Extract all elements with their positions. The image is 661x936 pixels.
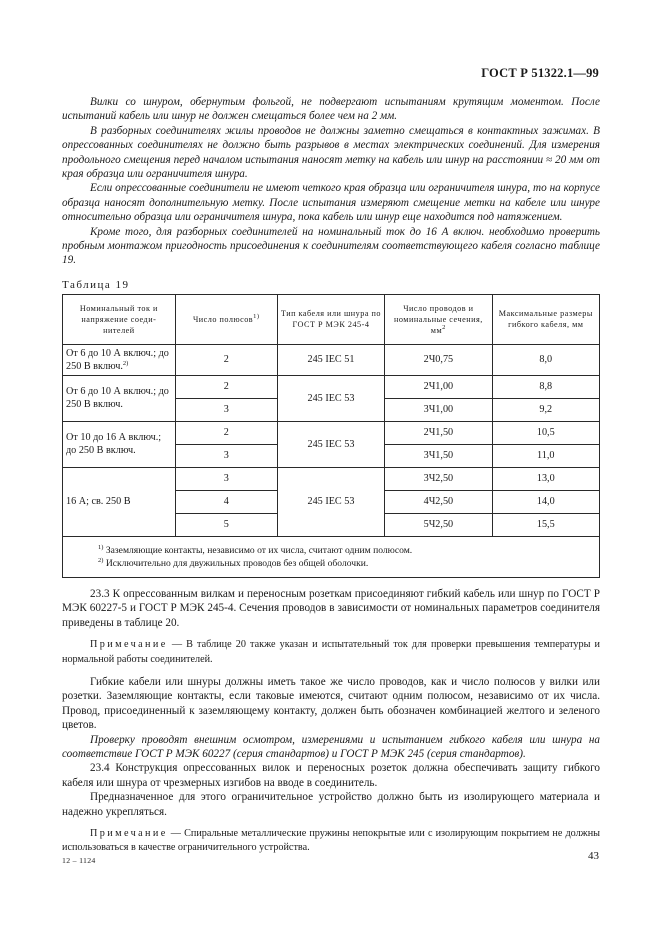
- page-number: 43: [588, 850, 599, 862]
- table-row: [63, 375, 600, 398]
- standard-header: ГОСТ Р 51322.1—99: [481, 66, 599, 80]
- note-spiral-springs: Примечание — Спиральные металлические пружины непокрытые или с изолирующим покрытием не должны использоваться в качестве ограничительного устройства.: [62, 827, 600, 854]
- table-footnote-1: $^{1)}$ Заземляющие контакты, независимо от их числа, считают одним полюсом.: [98, 543, 413, 556]
- max-size-cell: 13,0: [492, 467, 599, 490]
- paragraph-limiting-device: Предназначенное для этого ограничительное устройство должно быть из изолирующего материала и надежно укрепляться.: [62, 791, 600, 818]
- cable-cell: 245 IEC 53: [277, 467, 384, 536]
- poles-cell: 3: [175, 467, 277, 490]
- paragraph-verification: Проверку проводят внешним осмотром, измерениями и испытанием гибкого кабеля или шнура на соответствие ГОСТ Р МЭК 60227 (серия стандартов) и ГОСТ Р МЭК 245 (серия стандартов).: [62, 733, 600, 760]
- table-row: [63, 467, 600, 490]
- paragraph-flexible-cables: Гибкие кабели или шнуры должны иметь такое же число проводов, как и число полюсов у вилки или розетки. Заземляющие контакты, если таковые имеются, считают одним полюсом, независимо от их числа. Провод, присоединенный к заземляющему контакту, должен быть обозначен комбинацией желтого и зеленого цветов.: [62, 675, 600, 732]
- paragraph-foil-plugs: Вилки со шнуром, обернутым фольгой, не подвергают испытаниям крутящим моментом. После испытаний кабель или шнур не должен смещаться более чем на 2 мм.: [62, 96, 600, 123]
- col-header-cable-type: Тип кабеля или шнура по ГОСТ Р МЭК 245-4: [277, 294, 384, 344]
- conductors-cell: 2Ч1,00: [385, 375, 492, 398]
- max-size-cell: 9,2: [492, 398, 599, 421]
- clause-23-3: 23.3 К опрессованным вилкам и переносным розеткам присоединяют гибкий кабель или шнур по ГОСТ Р МЭК 60227-5 и ГОСТ Р МЭК 245-4. Сечения проводов в зависимости от номинальных параметров соединителя приведены в таблице 20.: [62, 587, 600, 629]
- conductors-cell: 3Ч1,50: [385, 444, 492, 467]
- conductors-cell: 3Ч2,50: [385, 467, 492, 490]
- rating-cell: От 6 до 10 А включ.; до 250 В включ.: [63, 375, 176, 421]
- print-code: 12 – 1124: [62, 856, 96, 865]
- conductors-cell: 2Ч0,75: [385, 344, 492, 375]
- poles-cell: 2: [175, 421, 277, 444]
- col-header-conductors: Число проводов и номинальные сечения, $мм^2$: [385, 294, 492, 344]
- conductors-cell: 3Ч1,00: [385, 398, 492, 421]
- conductors-cell: 2Ч1,50: [385, 421, 492, 444]
- table-notes-row: [63, 536, 600, 577]
- cable-cell: 245 IEC 53: [277, 421, 384, 467]
- conductors-cell: 5Ч2,50: [385, 513, 492, 536]
- paragraph-crimped-mark: Если опрессованные соединители не имеют четкого края образца или ограничителя шнура, то на корпусе образца наносят дополнительную метку. После испытания измеряют смещение метки на кабеле или шнуре относительно образца или ограничителя шнура, пока кабель или шнур еще находится под натяжением.: [62, 182, 600, 224]
- poles-cell: 2: [175, 375, 277, 398]
- table-notes: [63, 536, 600, 577]
- table-row: [63, 344, 600, 375]
- cable-cell: 245 IEC 53: [277, 375, 384, 421]
- poles-cell: 3: [175, 398, 277, 421]
- col-header-max-size: Максимальные размеры гибкого кабеля, мм: [492, 294, 599, 344]
- rating-cell: От 10 до 16 А включ.; до 250 В включ.: [63, 421, 176, 467]
- poles-cell: 4: [175, 490, 277, 513]
- cable-cell: 245 IEC 51: [277, 344, 384, 375]
- max-size-cell: 8,8: [492, 375, 599, 398]
- col-header-poles: Число полюсов$^{1)}$: [175, 294, 277, 344]
- table-19: [62, 294, 600, 578]
- conductors-cell: 4Ч2,50: [385, 490, 492, 513]
- paragraph-detachable-connectors: В разборных соединителях жилы проводов не должны заметно смещаться в контактных зажимах. В опрессованных соединителях не должно быть разрывов в местах электрических соединений. Для измерения продольного смещения перед началом испытания наносят метку на кабель или шнур на расстоянии ≈ 20 мм от края образца или ограничителя шнура.: [62, 124, 600, 181]
- max-size-cell: 8,0: [492, 344, 599, 375]
- table-row: [63, 421, 600, 444]
- rating-cell: 16 А; св. 250 В: [63, 467, 176, 536]
- poles-cell: 3: [175, 444, 277, 467]
- table-caption: Таблица 19: [62, 278, 130, 291]
- max-size-cell: 15,5: [492, 513, 599, 536]
- rating-cell: От 6 до 10 А включ.; до 250 В включ.$^{2)}$: [63, 344, 176, 375]
- max-size-cell: 11,0: [492, 444, 599, 467]
- page-content: [62, 95, 600, 856]
- max-size-cell: 14,0: [492, 490, 599, 513]
- max-size-cell: 10,5: [492, 421, 599, 444]
- paragraph-trial-mounting: Кроме того, для разборных соединителей на номинальный ток до 16 А включ. необходимо проверить пробным монтажом пригодность присоединения к соединителям соответствующего кабеля согласно таблице 19.: [62, 225, 600, 267]
- clause-23-4: 23.4 Конструкция опрессованных вилок и переносных розеток должна обеспечивать защиту гибкого кабеля или шнура от чрезмерных изгибов на вводе в соединитель.: [62, 762, 600, 789]
- poles-cell: 2: [175, 344, 277, 375]
- table-header-row: [63, 294, 600, 344]
- col-header-rating: Номинальный ток и напряжение соеди-нителей: [63, 294, 176, 344]
- note-table-20: Примечание — В таблице 20 также указан и испытательный ток для проверки превышения температуры и нормальной работы соединителей.: [62, 639, 600, 665]
- table-footnote-2: $^{2)}$ Исключительно для двужильных проводов без общей оболочки.: [98, 556, 369, 569]
- poles-cell: 5: [175, 513, 277, 536]
